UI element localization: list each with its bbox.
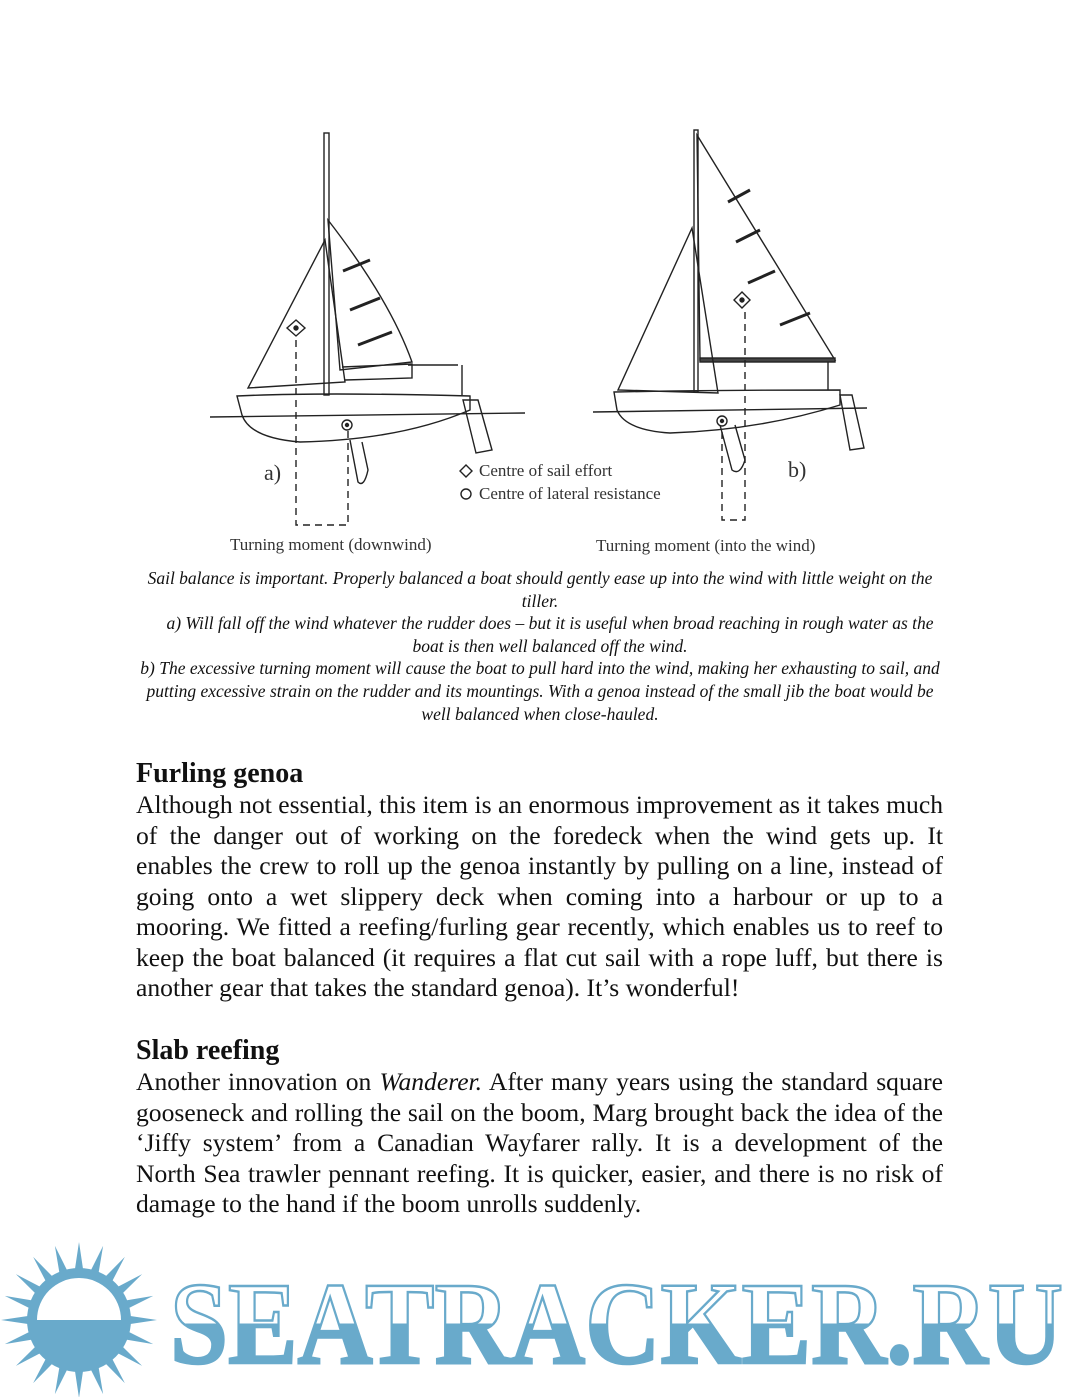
figure-caption	[130, 567, 950, 725]
section-body	[136, 1067, 943, 1220]
section-heading: Furling genoa	[136, 758, 304, 789]
seatracker-watermark	[0, 1238, 1080, 1397]
legend-diamond-icon	[460, 465, 472, 477]
caption-a: Turning moment (downwind)	[230, 535, 432, 554]
sun-ray	[127, 1315, 157, 1324]
caption-b-text: b) The excessive turning moment will cause the boat to pull hard into the wind, making her exhausting to sail, and putting excessive strain on the rudder and its mountings. With a genoa instead of the small jib the boat would be well balanced when close-hauled.	[140, 658, 940, 724]
caption-intro: Sail balance is important. Properly balanced a boat should gently ease up into the wind with little weight on the tiller.	[147, 568, 933, 611]
sun-icon	[1, 1242, 157, 1397]
legend-lateral-resistance: Centre of lateral resistance	[479, 484, 661, 503]
body-text: After many years using the standard square gooseneck and rolling the sail on the boom, Marg brought back the idea of the ‘Jiffy system’ from a Canadian Wayfarer rally. It is a development of the North Sea trawler pennant reefing. It is quicker, easier, and there is no risk of damage to the hand if the boom unrolls suddenly.	[136, 1067, 943, 1218]
label-a: a)	[264, 460, 282, 485]
section-furling-genoa	[136, 758, 943, 1004]
boat-a-drawing	[210, 133, 525, 525]
body-text: Another innovation on	[136, 1067, 380, 1096]
caption-b: Turning moment (into the wind)	[596, 536, 816, 555]
section-slab-reefing	[136, 1035, 943, 1220]
caption-a-text: a) Will fall off the wind whatever the rudder does – but it is useful when broad reaching in rough water as the boat is then well balanced off the wind.	[166, 613, 934, 656]
sail-balance-diagram	[200, 120, 880, 560]
legend-circle-icon	[461, 489, 471, 499]
legend-sail-effort: Centre of sail effort	[479, 461, 613, 480]
section-heading: Slab reefing	[136, 1035, 280, 1066]
sun-ray	[74, 1242, 83, 1272]
label-b: b)	[788, 457, 807, 482]
sun-ray	[74, 1368, 83, 1397]
watermark-text: SEATRACKER.RU	[170, 1258, 1063, 1389]
boat-b-drawing	[593, 130, 867, 520]
boat-name: Wanderer.	[379, 1067, 483, 1096]
section-body: Although not essential, this item is an enormous improvement as it takes much of the danger out of working on the foredeck when the wind gets up. It enables the crew to roll up the genoa instantly by pulling on a line, instead of going onto a wet slippery deck when coming into a harbour or up to a mooring. We fitted a reefing/furling gear recently, which enables us to reef to keep the boat balanced (it requires a flat cut sail with a rope luff, but there is another gear that takes the standard genoa). It’s wonderful!	[136, 790, 943, 1002]
sun-ray	[1, 1315, 31, 1324]
